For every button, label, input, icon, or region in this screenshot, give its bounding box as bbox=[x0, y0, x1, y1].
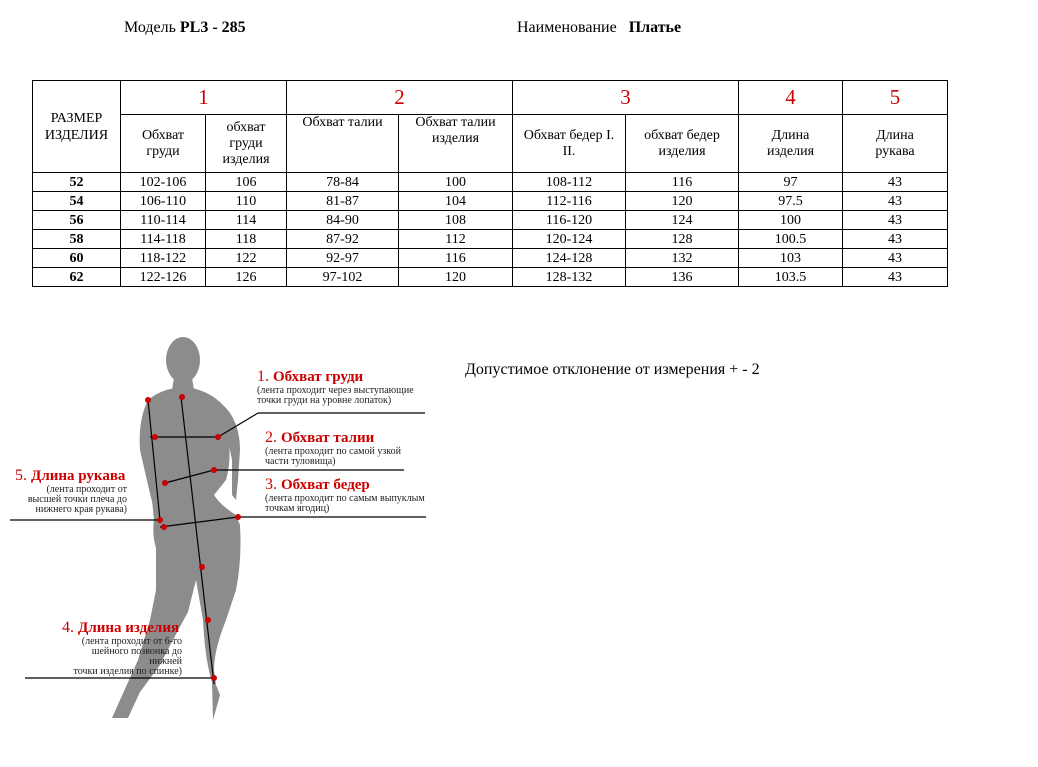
table-cell: 122 bbox=[206, 249, 287, 268]
length-desc-1: (лента проходит от 6-го bbox=[81, 636, 182, 647]
table-row bbox=[33, 230, 948, 249]
table-cell: 114-118 bbox=[121, 230, 206, 249]
waist-title: Обхват талии bbox=[281, 430, 375, 446]
sleeve-desc-3: нижнего края рукава) bbox=[35, 504, 127, 515]
sleeve-desc-2: высшей точки плеча до bbox=[27, 494, 127, 505]
tolerance-note: Допустимое отклонение от измерения + - 2 bbox=[465, 361, 760, 378]
sleeve-desc-1: (лента проходит от bbox=[46, 484, 127, 495]
table-cell: 43 bbox=[843, 230, 948, 249]
table-cell: 116 bbox=[626, 173, 739, 192]
sleeve-title: Длина рукава bbox=[31, 468, 126, 484]
table-cell: 106-110 bbox=[121, 192, 206, 211]
table-cell: 103 bbox=[739, 249, 843, 268]
model-header bbox=[124, 19, 246, 37]
table-cell: 43 bbox=[843, 211, 948, 230]
col-header-waist-garment bbox=[399, 115, 513, 173]
waist-number: 2. bbox=[265, 429, 277, 446]
bust-title: Обхват груди bbox=[273, 369, 364, 385]
size-column-header bbox=[33, 81, 121, 173]
table-cell: 126 bbox=[206, 268, 287, 287]
size-header-line-1: РАЗМЕР bbox=[50, 110, 103, 126]
model-label: Модель bbox=[124, 19, 176, 36]
table-cell: 128 bbox=[626, 230, 739, 249]
sleeve-number: 5. bbox=[15, 467, 27, 484]
group-5-header: 5 bbox=[843, 81, 948, 115]
table-cell: 104 bbox=[399, 192, 513, 211]
size-cell: 54 bbox=[33, 192, 121, 211]
size-rows bbox=[33, 173, 948, 287]
size-cell: 60 bbox=[33, 249, 121, 268]
table-cell: 78-84 bbox=[287, 173, 399, 192]
table-row bbox=[33, 268, 948, 287]
col-header-bust bbox=[121, 115, 206, 173]
table-cell: 124 bbox=[626, 211, 739, 230]
bust-annotation bbox=[257, 368, 414, 406]
waist-annotation bbox=[265, 429, 401, 467]
hips-desc-1: (лента проходит по самым выпуклым bbox=[265, 493, 425, 504]
table-cell: 103.5 bbox=[739, 268, 843, 287]
hips-desc-2: точкам ягодиц) bbox=[265, 503, 330, 514]
table-cell: 97 bbox=[739, 173, 843, 192]
table-row bbox=[33, 173, 948, 192]
table-cell: 106 bbox=[206, 173, 287, 192]
group-4-header: 4 bbox=[739, 81, 843, 115]
table-cell: 43 bbox=[843, 268, 948, 287]
col-header-length bbox=[739, 115, 843, 173]
length-annotation bbox=[62, 619, 182, 677]
group-3-header: 3 bbox=[513, 81, 739, 115]
name-label: Наименование bbox=[517, 19, 617, 36]
model-value: PL3 - 285 bbox=[179, 19, 246, 36]
table-cell: 120 bbox=[626, 192, 739, 211]
table-cell: 128-132 bbox=[513, 268, 626, 287]
bust-desc-1: (лента проходит через выступающие bbox=[257, 385, 414, 396]
table-row bbox=[33, 192, 948, 211]
table-cell: 116 bbox=[399, 249, 513, 268]
table-cell: 100 bbox=[399, 173, 513, 192]
table-row bbox=[33, 249, 948, 268]
table-cell: 81-87 bbox=[287, 192, 399, 211]
table-cell: 108-112 bbox=[513, 173, 626, 192]
col-header-hips-text: Обхват бедер I. II. bbox=[523, 127, 615, 159]
table-cell: 43 bbox=[843, 192, 948, 211]
hips-number: 3. bbox=[265, 476, 277, 493]
table-cell: 102-106 bbox=[121, 173, 206, 192]
table-cell: 84-90 bbox=[287, 211, 399, 230]
size-cell: 58 bbox=[33, 230, 121, 249]
table-cell: 100 bbox=[739, 211, 843, 230]
measurement-figure bbox=[0, 320, 460, 760]
size-cell: 52 bbox=[33, 173, 121, 192]
table-cell: 87-92 bbox=[287, 230, 399, 249]
col-header-hips-garment bbox=[626, 115, 739, 173]
col-header-sleeve-text: Длина рукава bbox=[875, 127, 915, 159]
product-name-header bbox=[517, 19, 681, 37]
table-cell: 112-116 bbox=[513, 192, 626, 211]
table-cell: 136 bbox=[626, 268, 739, 287]
table-cell: 43 bbox=[843, 173, 948, 192]
length-title: Длина изделия bbox=[78, 620, 180, 636]
col-header-waist-garment-text: Обхват талии изделия bbox=[415, 115, 496, 146]
sleeve-annotation bbox=[15, 467, 127, 515]
table-cell: 97-102 bbox=[287, 268, 399, 287]
waist-desc-2: части туловища) bbox=[265, 456, 336, 467]
table-cell: 112 bbox=[399, 230, 513, 249]
group-2-header: 2 bbox=[287, 81, 513, 115]
col-header-hips bbox=[513, 115, 626, 173]
length-number: 4. bbox=[62, 619, 74, 636]
size-cell: 56 bbox=[33, 211, 121, 230]
col-header-sleeve bbox=[843, 115, 948, 173]
col-header-bust-garment-text: обхват груди изделия bbox=[222, 119, 270, 167]
length-desc-3: точки изделия по спинке) bbox=[73, 666, 182, 677]
table-cell: 92-97 bbox=[287, 249, 399, 268]
hips-annotation bbox=[265, 476, 425, 514]
hips-title: Обхват бедер bbox=[281, 477, 370, 493]
group-1-header: 1 bbox=[121, 81, 287, 115]
bust-number: 1. bbox=[257, 368, 269, 385]
table-cell: 116-120 bbox=[513, 211, 626, 230]
table-cell: 132 bbox=[626, 249, 739, 268]
bust-desc-2: точки груди на уровне лопаток) bbox=[257, 395, 392, 406]
waist-desc-1: (лента проходит по самой узкой bbox=[265, 446, 401, 457]
length-desc-2: шейного позвонка до нижней bbox=[91, 646, 182, 667]
size-header-line-2: ИЗДЕЛИЯ bbox=[44, 127, 109, 143]
table-cell: 110 bbox=[206, 192, 287, 211]
col-header-length-text: Длина изделия bbox=[766, 127, 815, 159]
table-cell: 114 bbox=[206, 211, 287, 230]
col-header-bust-text: Обхват груди bbox=[141, 127, 185, 159]
size-chart-table bbox=[32, 80, 948, 287]
table-cell: 120 bbox=[399, 268, 513, 287]
table-cell: 118 bbox=[206, 230, 287, 249]
table-cell: 108 bbox=[399, 211, 513, 230]
size-cell: 62 bbox=[33, 268, 121, 287]
table-cell: 120-124 bbox=[513, 230, 626, 249]
name-value: Платье bbox=[628, 19, 682, 36]
table-cell: 100.5 bbox=[739, 230, 843, 249]
table-cell: 43 bbox=[843, 249, 948, 268]
table-cell: 124-128 bbox=[513, 249, 626, 268]
table-row bbox=[33, 211, 948, 230]
col-header-waist: Обхват талии bbox=[287, 115, 399, 173]
table-cell: 110-114 bbox=[121, 211, 206, 230]
col-header-hips-garment-text: обхват бедер изделия bbox=[644, 127, 720, 159]
col-header-bust-garment bbox=[206, 115, 287, 173]
table-cell: 97.5 bbox=[739, 192, 843, 211]
table-cell: 122-126 bbox=[121, 268, 206, 287]
table-cell: 118-122 bbox=[121, 249, 206, 268]
